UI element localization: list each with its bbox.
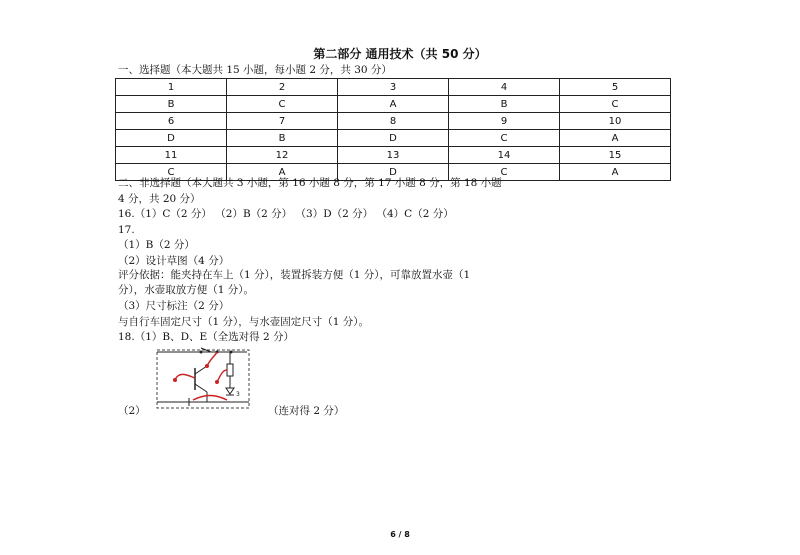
q17-dimensions: 与自行车固定尺寸（1 分），与水壶固定尺寸（1 分）。: [118, 316, 370, 328]
q17-part3: （3）尺寸标注（2 分）: [118, 300, 230, 312]
page-number: 6 / 8: [390, 530, 410, 539]
table-cell: 4: [449, 79, 560, 96]
table-cell: D: [116, 130, 227, 147]
table-cell: A: [560, 164, 671, 181]
q18-part2-note: （连对得 2 分）: [268, 405, 345, 417]
table-row: [116, 79, 671, 96]
table-row: [116, 113, 671, 130]
table-cell: 8: [338, 113, 449, 130]
table-row: [116, 147, 671, 164]
q17-basis-line1: 评分依据：能夹持在车上（1 分），装置拆装方便（1 分），可靠放置水壶（1: [118, 269, 471, 281]
table-cell: 11: [116, 147, 227, 164]
table-cell: 6: [116, 113, 227, 130]
table-cell: 7: [227, 113, 338, 130]
table-cell: 12: [227, 147, 338, 164]
q17-part1: （1）B（2 分）: [118, 239, 195, 251]
table-cell: C: [227, 96, 338, 113]
table-cell: 3: [338, 79, 449, 96]
answer-table: [115, 78, 671, 181]
q18-part2-label: （2）: [118, 405, 146, 417]
table-cell: D: [338, 164, 449, 181]
table-cell: A: [227, 164, 338, 181]
red-wire-resistor: [217, 370, 227, 382]
q16-answer: 16.（1）C（2 分） （2）B（2 分） （3）D（2 分） （4）C（2 分）: [118, 208, 454, 220]
red-node-2: [205, 364, 209, 368]
q17-label: 17.: [118, 224, 135, 236]
table-cell: D: [338, 130, 449, 147]
table-cell: 2: [227, 79, 338, 96]
table-cell: B: [227, 130, 338, 147]
led-symbol: [226, 388, 234, 394]
table-cell: 14: [449, 147, 560, 164]
switch-contact-left: [200, 351, 203, 354]
table-cell: C: [116, 164, 227, 181]
section1-heading: 一、选择题（本大题共 15 小题，每小题 2 分，共 30 分）: [118, 64, 392, 76]
table-cell: C: [560, 96, 671, 113]
table-cell: A: [560, 130, 671, 147]
table-cell: 10: [560, 113, 671, 130]
table-cell: B: [116, 96, 227, 113]
red-wire-collector: [207, 352, 217, 366]
table-cell: C: [449, 164, 560, 181]
red-node-1: [173, 378, 177, 382]
q17-basis-line2: 分），水壶取放方便（1 分）。: [118, 284, 255, 296]
dashed-box: [157, 350, 249, 408]
circuit-label: 3: [236, 391, 240, 398]
red-node-3: [215, 380, 219, 384]
table-row: [116, 96, 671, 113]
resistor: [227, 364, 233, 376]
table-cell: A: [338, 96, 449, 113]
q17-part2: （2）设计草图（4 分）: [118, 255, 230, 267]
transistor-collector: [195, 366, 207, 374]
section2-heading-line2: 4 分，共 20 分）: [118, 193, 201, 205]
table-row: [116, 130, 671, 147]
q18-part1: 18.（1）B、D、E（全选对得 2 分）: [118, 331, 295, 343]
table-cell: C: [449, 130, 560, 147]
circuit-diagram: [155, 340, 265, 412]
red-wire-base: [175, 374, 195, 380]
table-cell: 15: [560, 147, 671, 164]
table-cell: B: [449, 96, 560, 113]
table-cell: 1: [116, 79, 227, 96]
table-cell: 9: [449, 113, 560, 130]
transistor-emitter: [195, 384, 207, 392]
table-cell: 13: [338, 147, 449, 164]
red-wire-ground: [193, 396, 227, 401]
page-title: 第二部分 通用技术（共 50 分）: [313, 47, 487, 61]
table-cell: 5: [560, 79, 671, 96]
section2-heading-line1: 二、非选择题（本大题共 3 小题，第 16 小题 8 分，第 17 小题 8 分，第 18 小题: [118, 177, 502, 189]
